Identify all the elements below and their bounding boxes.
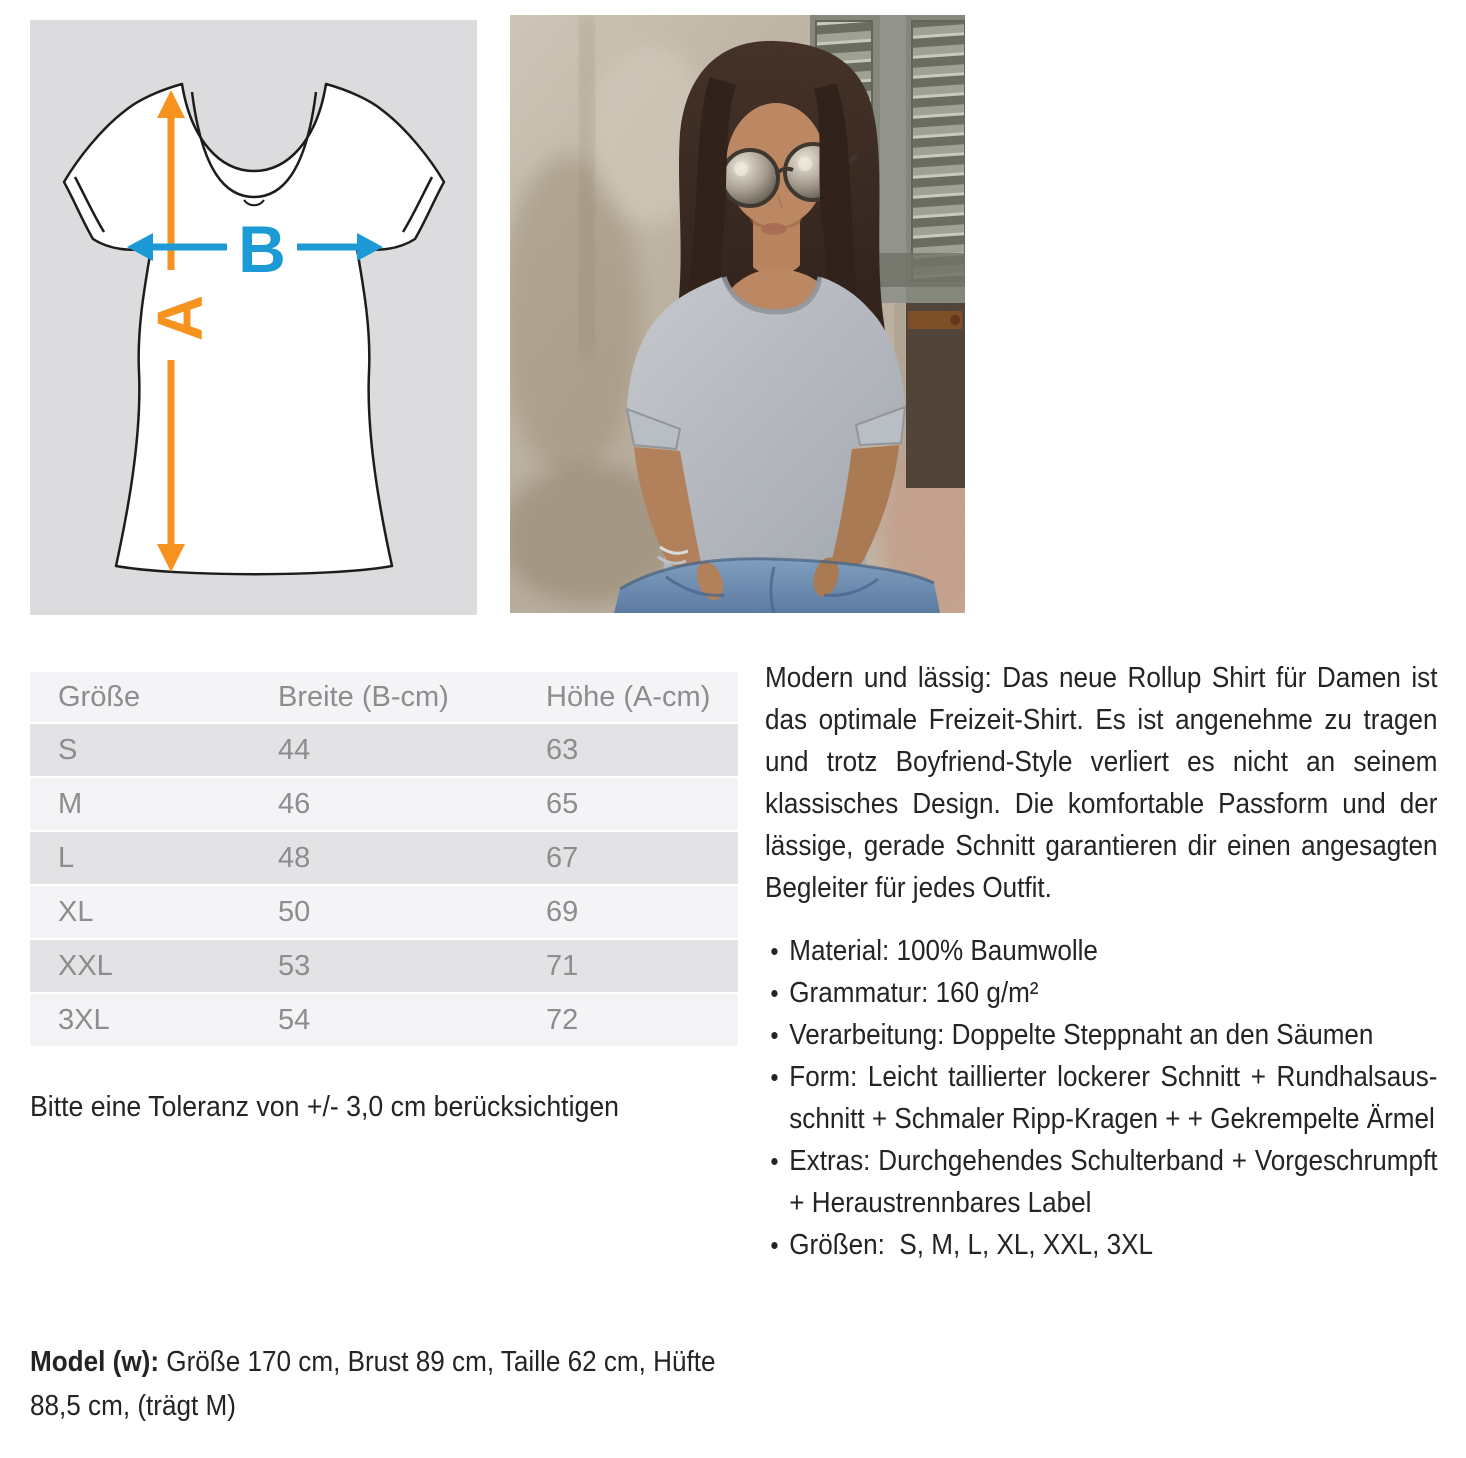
tolerance-note: Bitte eine Toleranz von +/- 3,0 cm berücksichtigen xyxy=(30,1091,620,1123)
feature-item: Form: Leicht taillierter lockerer Schnitt + Rundhalsausschnitt + Schmaler Ripp-Kragen + + Gekrempelte Ärmel xyxy=(765,1056,1437,1140)
size-value: 71 xyxy=(546,949,579,982)
size-diagram xyxy=(30,20,477,615)
table-row xyxy=(30,724,738,778)
size-label: L xyxy=(58,841,75,874)
feature-item: Verarbeitung: Doppelte Steppnaht an den Säumen xyxy=(765,1014,1437,1056)
table-row xyxy=(30,832,738,886)
measure-label-a: A xyxy=(144,294,216,342)
photo-grain-overlay xyxy=(510,15,965,613)
feature-item: Material: 100% Baumwolle xyxy=(765,930,1437,972)
feature-item: Grammatur: 160 g/m² xyxy=(765,972,1437,1014)
size-value: 65 xyxy=(546,787,579,820)
model-info xyxy=(30,1340,741,1428)
size-value: 46 xyxy=(278,787,311,820)
size-value: 69 xyxy=(546,895,579,928)
product-photo-image xyxy=(510,15,965,613)
product-photo xyxy=(510,15,965,613)
column-header-size: Größe xyxy=(58,680,141,713)
table-row xyxy=(30,886,738,940)
size-label: 3XL xyxy=(58,1003,110,1036)
model-info-label: Model (w): xyxy=(30,1346,160,1378)
size-label: XXL xyxy=(58,949,113,982)
column-header-height: Höhe (A-cm) xyxy=(546,680,711,713)
model-info-text: Größe 170 cm, Brust 89 cm, Taille 62 cm, Hüfte 88,5 cm, (trägt M) xyxy=(30,1346,716,1422)
feature-list xyxy=(765,930,1437,1266)
table-row xyxy=(30,994,738,1048)
size-value: 54 xyxy=(278,1003,311,1036)
size-diagram-image xyxy=(30,20,477,615)
size-value: 67 xyxy=(546,841,579,874)
size-value: 72 xyxy=(546,1003,579,1036)
column-header-width: Breite (B-cm) xyxy=(278,680,449,713)
size-value: 48 xyxy=(278,841,311,874)
feature-item: Größen: S, M, L, XL, XXL, 3XL xyxy=(765,1224,1437,1266)
product-description xyxy=(765,657,1437,1266)
feature-item: Extras: Durchgehendes Schulterband + Vorgeschrumpft + Heraustrennbares Label xyxy=(765,1140,1437,1224)
size-label: S xyxy=(58,733,78,766)
table-row xyxy=(30,778,738,832)
size-value: 53 xyxy=(278,949,311,982)
size-label: M xyxy=(58,787,83,820)
measure-label-b: B xyxy=(238,212,286,286)
size-label: XL xyxy=(58,895,94,928)
size-value: 44 xyxy=(278,733,311,766)
table-header-row xyxy=(30,672,738,724)
size-value: 63 xyxy=(546,733,579,766)
size-value: 50 xyxy=(278,895,311,928)
size-table xyxy=(30,672,738,1048)
description-paragraph: Modern und lässig: Das neue Rollup Shirt für Damen ist das optimale Freizeit-Shirt. Es ist angenehme zu tragen und trotz Boyfriend-Style verliert es nicht an seinem klassisches Design. Die komfortable Passform und der lässige, gerade Schnitt garantieren dir einen angesagten Begleiter für jedes Outfit. xyxy=(765,662,1438,904)
table-row xyxy=(30,940,738,994)
size-table-body xyxy=(30,724,738,1048)
